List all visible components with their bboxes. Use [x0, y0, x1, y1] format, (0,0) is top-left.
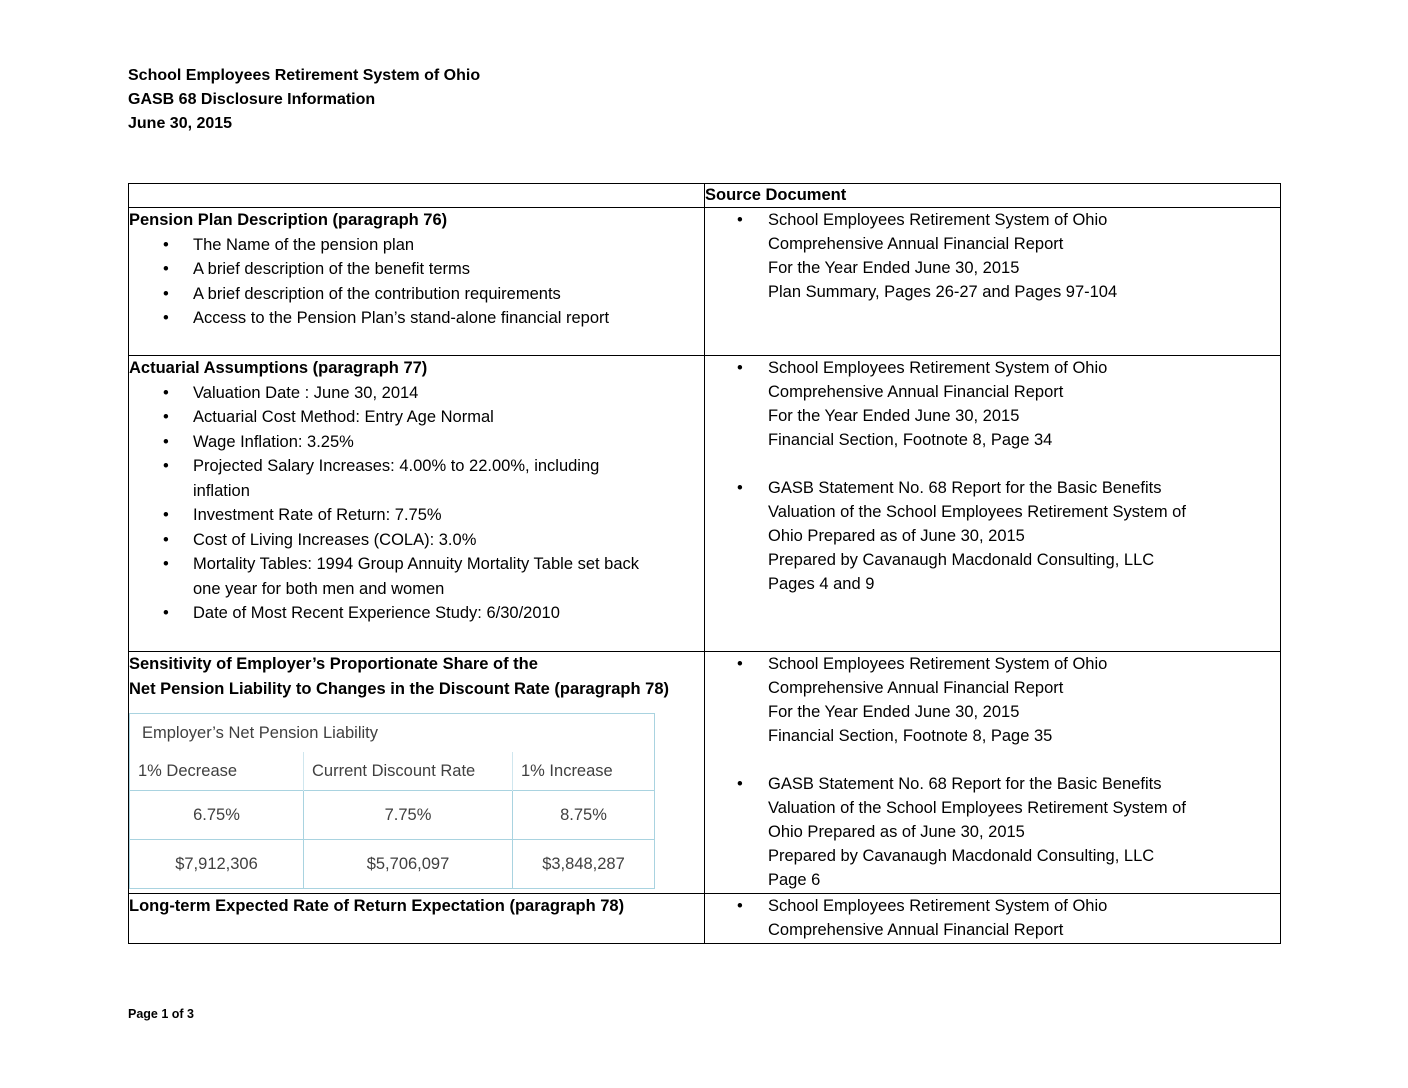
- list-item: • A brief description of the contribution requirements: [129, 282, 704, 307]
- list-item: • Valuation Date : June 30, 2014: [129, 381, 704, 406]
- source-line: Ohio Prepared as of June 30, 2015: [768, 823, 1025, 841]
- source-line: Valuation of the School Employees Retirement System of: [768, 799, 1186, 817]
- section-title-line: Net Pension Liability to Changes in the Discount Rate (paragraph 78): [129, 679, 669, 698]
- source-line: Valuation of the School Employees Retirement System of: [768, 503, 1186, 521]
- bullet-icon: •: [737, 479, 743, 497]
- header-cell-source-document: Source Document: [705, 184, 1281, 208]
- source-line: Plan Summary, Pages 26-27 and Pages 97-104: [768, 283, 1118, 301]
- source-line: Comprehensive Annual Financial Report: [768, 921, 1064, 939]
- source-line: School Employees Retirement System of Ohio: [768, 211, 1108, 229]
- sensitivity-title-row: [130, 714, 655, 753]
- sensitivity-table: [129, 713, 655, 889]
- bullet-icon: •: [737, 359, 743, 377]
- table-cell: 8.75%: [513, 791, 655, 840]
- header-date: June 30, 2015: [128, 115, 233, 132]
- source-line: Comprehensive Annual Financial Report: [768, 383, 1064, 401]
- bullet-icon: •: [737, 655, 743, 673]
- table-cell: 7.75%: [304, 791, 513, 840]
- source-line: Prepared by Cavanaugh Macdonald Consulting, LLC: [768, 847, 1155, 865]
- source-line: GASB Statement No. 68 Report for the Basic Benefits: [768, 479, 1162, 497]
- table-row-pension-plan-description: [129, 208, 1281, 356]
- source-line: For the Year Ended June 30, 2015: [768, 703, 1020, 721]
- bullet-icon: •: [737, 211, 743, 229]
- list-item: • Access to the Pension Plan’s stand-alone financial report: [129, 306, 704, 331]
- list-item: • Projected Salary Increases: 4.00% to 22.00%, including inflation: [129, 454, 704, 503]
- source-line: GASB Statement No. 68 Report for the Basic Benefits: [768, 775, 1162, 793]
- source-line: School Employees Retirement System of Ohio: [768, 897, 1108, 915]
- table-row-actuarial-assumptions: [129, 356, 1281, 652]
- source-line: For the Year Ended June 30, 2015: [768, 259, 1020, 277]
- table-cell: $5,706,097: [304, 840, 513, 889]
- list-item: • Date of Most Recent Experience Study: 6/30/2010: [129, 601, 704, 626]
- list-item: • The Name of the pension plan: [129, 233, 704, 258]
- source-entry: [705, 476, 1280, 596]
- row-topic-cell: [129, 356, 705, 652]
- disclosure-table: [128, 183, 1281, 944]
- source-entry: [705, 652, 1280, 748]
- source-line: School Employees Retirement System of Ohio: [768, 655, 1108, 673]
- table-row-long-term-return: [129, 894, 1281, 944]
- table-cell: $3,848,287: [513, 840, 655, 889]
- source-entry: [705, 208, 1280, 304]
- source-line: Page 6: [768, 871, 821, 889]
- sensitivity-header-row: [130, 752, 655, 791]
- source-line: Pages 4 and 9: [768, 575, 875, 593]
- source-entry: [705, 894, 1280, 942]
- list-item: • A brief description of the benefit terms: [129, 257, 704, 282]
- section-title-line: Sensitivity of Employer’s Proportionate Share of the: [129, 655, 538, 673]
- bullet-icon: •: [737, 897, 743, 915]
- source-line: Comprehensive Annual Financial Report: [768, 679, 1064, 697]
- source-line: Prepared by Cavanaugh Macdonald Consulting, LLC: [768, 551, 1155, 569]
- bullet-list: [129, 381, 704, 626]
- source-line: School Employees Retirement System of Ohio: [768, 359, 1108, 377]
- header-organization: School Employees Retirement System of Ohio: [128, 67, 481, 84]
- table-cell: 6.75%: [130, 791, 304, 840]
- row-source-cell: [705, 894, 1281, 944]
- bullet-list: [129, 233, 704, 331]
- source-entry: [705, 356, 1280, 452]
- sensitivity-title: Employer’s Net Pension Liability: [142, 723, 379, 742]
- row-source-cell: [705, 652, 1281, 894]
- table-row-sensitivity: [129, 652, 1281, 894]
- source-entry: [705, 772, 1280, 892]
- list-item: • Cost of Living Increases (COLA): 3.0%: [129, 528, 704, 553]
- sensitivity-amount-row: [130, 840, 655, 889]
- section-title: Long-term Expected Rate of Return Expectation (paragraph 78): [129, 897, 625, 915]
- header-cell-empty: [129, 184, 705, 208]
- source-line: Financial Section, Footnote 8, Page 35: [768, 727, 1053, 745]
- section-title: Pension Plan Description (paragraph 76): [129, 211, 448, 229]
- row-topic-cell: [129, 652, 705, 894]
- row-topic-cell: [129, 208, 705, 356]
- column-header-current: Current Discount Rate: [304, 752, 513, 791]
- row-source-cell: [705, 208, 1281, 356]
- page-number: Page 1 of 3: [128, 1007, 194, 1021]
- source-line: Comprehensive Annual Financial Report: [768, 235, 1064, 253]
- list-item: • Actuarial Cost Method: Entry Age Normal: [129, 405, 704, 430]
- header-subject: GASB 68 Disclosure Information: [128, 91, 376, 108]
- table-header-row: [129, 184, 1281, 208]
- section-title: Actuarial Assumptions (paragraph 77): [129, 359, 428, 377]
- list-item: • Wage Inflation: 3.25%: [129, 430, 704, 455]
- column-header-decrease: 1% Decrease: [130, 752, 304, 791]
- bullet-icon: •: [737, 775, 743, 793]
- source-line: Financial Section, Footnote 8, Page 34: [768, 431, 1053, 449]
- column-header-increase: 1% Increase: [521, 761, 613, 780]
- table-cell: $7,912,306: [130, 840, 304, 889]
- list-item: • Investment Rate of Return: 7.75%: [129, 503, 704, 528]
- row-source-cell: [705, 356, 1281, 652]
- list-item: • Mortality Tables: 1994 Group Annuity Mortality Table set back one year for both men and women: [129, 552, 704, 601]
- source-line: For the Year Ended June 30, 2015: [768, 407, 1020, 425]
- sensitivity-rate-row: [130, 791, 655, 840]
- row-topic-cell: [129, 894, 705, 944]
- document-header: [128, 64, 480, 136]
- source-line: Ohio Prepared as of June 30, 2015: [768, 527, 1025, 545]
